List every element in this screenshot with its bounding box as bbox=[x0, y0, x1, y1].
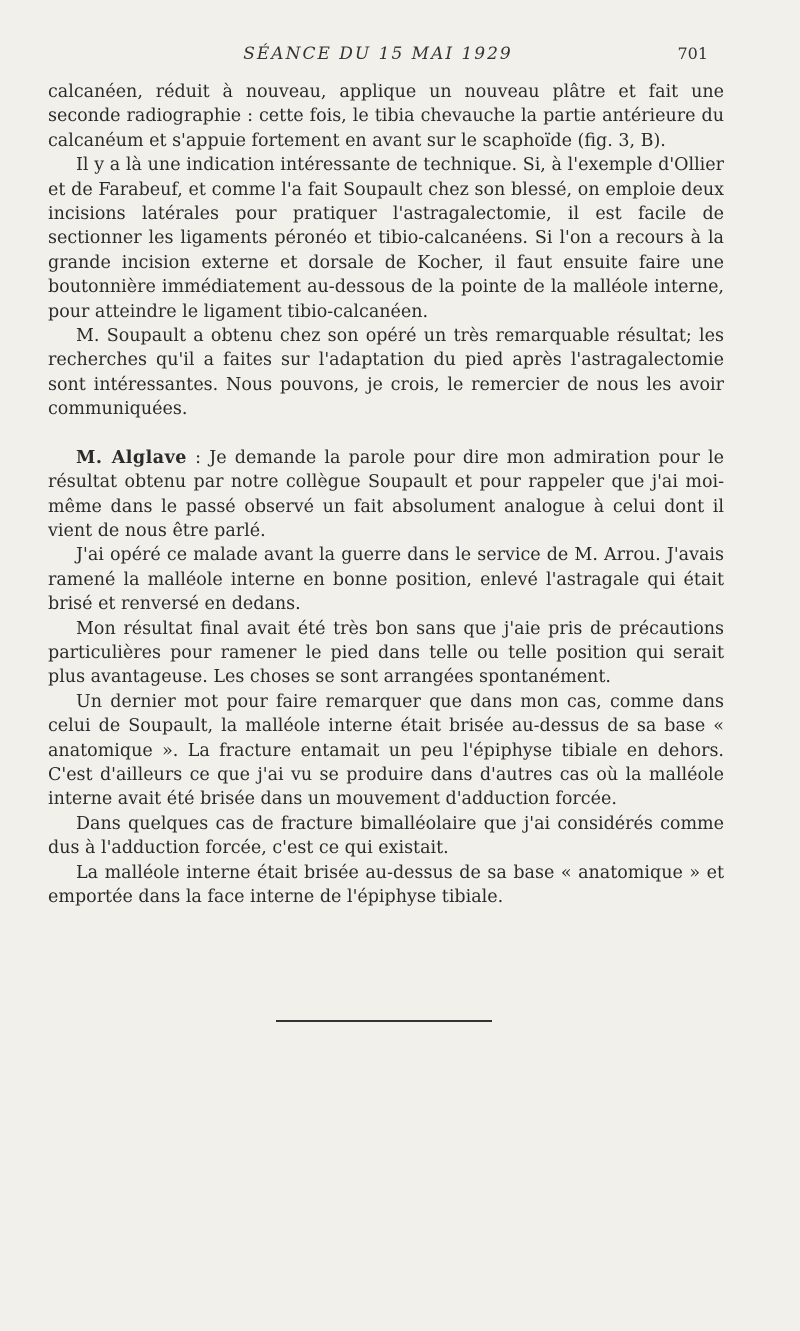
paragraph: M. Soupault a obtenu chez son opéré un très remarquable résultat; les recherches qu'il a faites sur l'adaptation du pied après l'astragalectomie sont intéressantes. Nous pouvons, je crois, le remercier de nous les avoir communiquées. bbox=[48, 326, 724, 420]
paragraph: Il y a là une indication intéressante de technique. Si, à l'exemple d'Ollier et de Farabeuf, et comme l'a fait Soupault chez son blessé, on emploie deux incisions latérales pour pratiquer l'astragalectomie, il est facile de sectionner les ligaments péronéo et tibio-calcanéens. Si l'on a recours à la grande incision externe et dorsale de Kocher, il faut ensuite faire une boutonnière immédiatement au-dessous de la pointe de la malléole interne, pour atteindre le ligament tibio-calcanéen. bbox=[48, 155, 724, 322]
page-number: 701 bbox=[677, 44, 708, 63]
speaker-name: M. Alglave bbox=[76, 447, 187, 468]
speaker-text: : Je demande la parole pour dire mon admiration pour le résultat obtenu par notre collègue Soupault et pour rappeler que j'ai moi-même dans le passé observé un fait absolument analogue à celui dont il vient de nous être parlé. bbox=[48, 447, 724, 541]
paragraph: Dans quelques cas de fracture bimalléolaire que j'ai considérés comme dus à l'adduction forcée, c'est ce qui existait. bbox=[48, 813, 724, 859]
body-text bbox=[48, 80, 724, 909]
section-rule bbox=[276, 1020, 492, 1022]
speaker-paragraph bbox=[48, 446, 724, 544]
paragraph: La malléole interne était brisée au-dessus de sa base « anatomique » et emportée dans la face interne de l'épiphyse tibiale. bbox=[48, 862, 724, 907]
paragraph: J'ai opéré ce malade avant la guerre dans le service de M. Arrou. J'avais ramené la malléole interne en bonne position, enlevé l'astragale qui était brisé et renversé en dedans. bbox=[48, 545, 724, 615]
running-head: SÉANCE DU 15 MAI 1929 bbox=[243, 44, 513, 64]
paragraph: Mon résultat final avait été très bon sans que j'aie pris de précautions particulières pour ramener le pied dans telle ou telle position qui serait plus avantageuse. Les choses se sont arrangées spontanément. bbox=[48, 618, 724, 688]
paragraph: Un dernier mot pour faire remarquer que dans mon cas, comme dans celui de Soupault, la malléole interne était brisée au-dessus de sa base « anatomique ». La fracture entamait un peu l'épiphyse tibiale en dehors. C'est d'ailleurs ce que j'ai vu se produire dans d'autres cas où la malléole interne avait été brisée dans un mouvement d'adduction forcée. bbox=[48, 691, 724, 810]
page-header bbox=[48, 44, 708, 68]
paragraph: calcanéen, réduit à nouveau, applique un nouveau plâtre et fait une seconde radiographie : cette fois, le tibia chevauche la partie antérieure du calcanéum et s'appuie fortement en avant sur le scaphoïde (fig. 3, B). bbox=[48, 82, 724, 151]
